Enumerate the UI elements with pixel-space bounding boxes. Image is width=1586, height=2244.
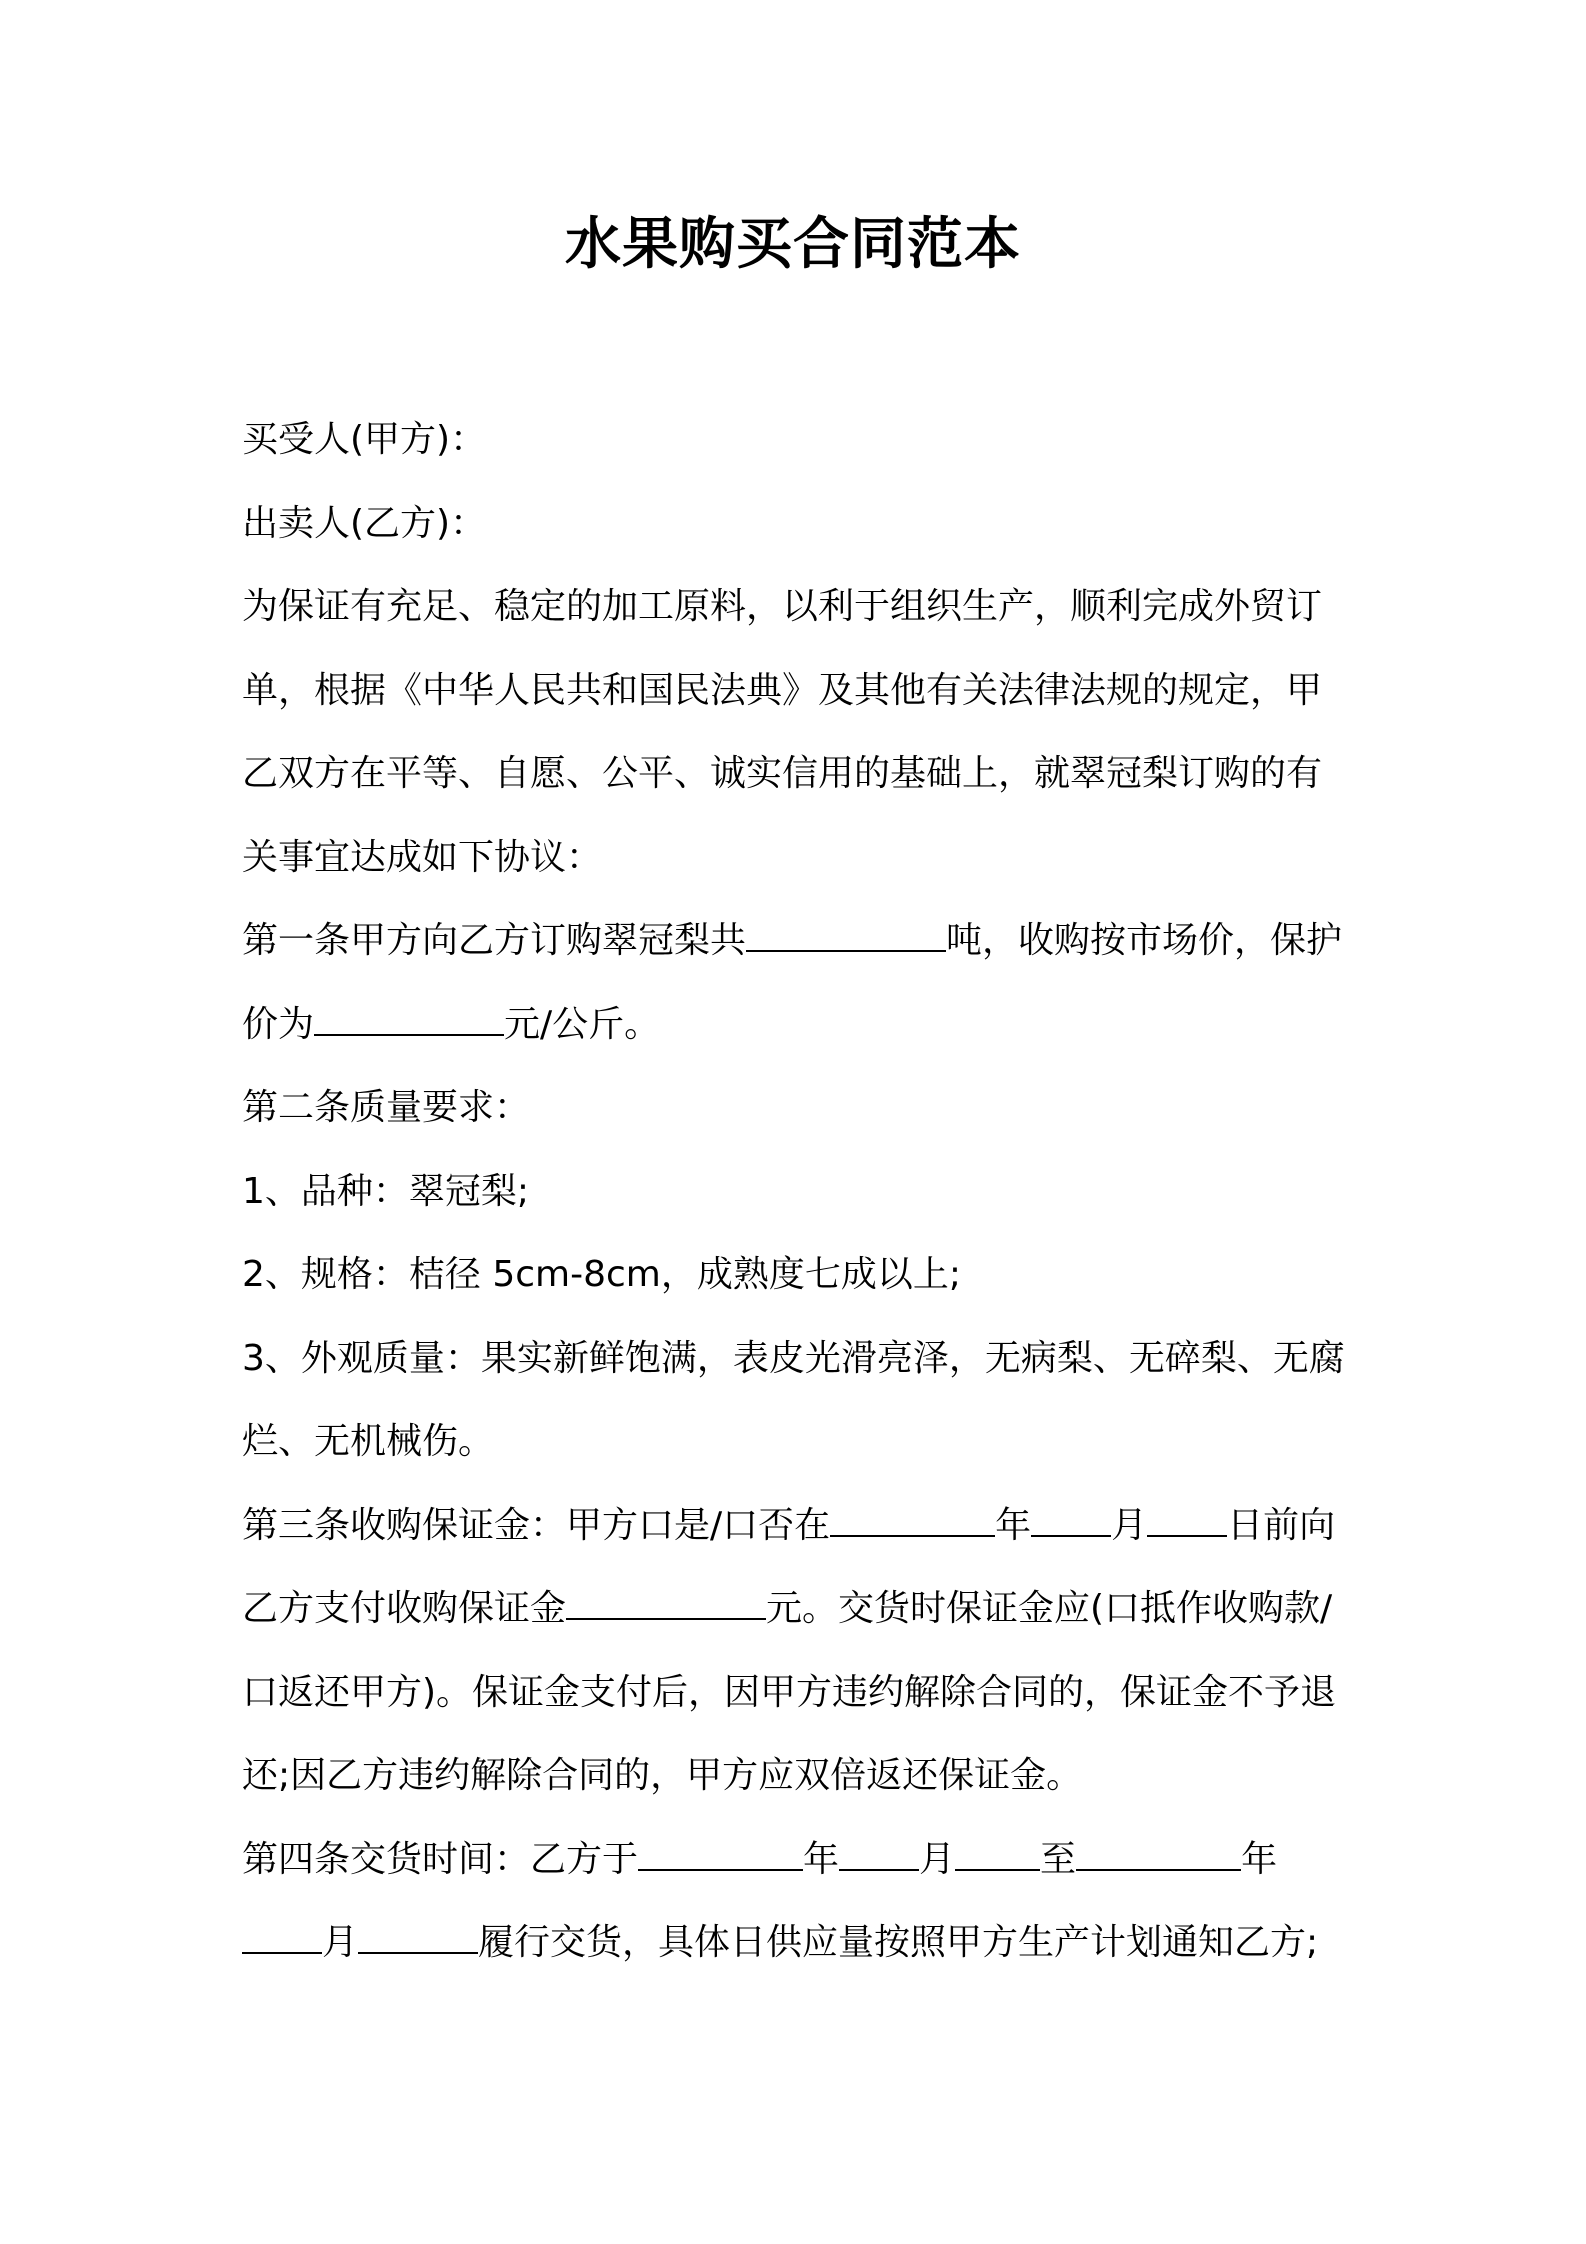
article-4-text-e: 年 <box>1241 1838 1278 1880</box>
article-3-text-e: 元。交货时保证金应(口抵作收购款/口返还甲方)。保证金支付后，因甲方违约解除合同的，保证金不予退还;因乙方违约解除合同的，甲方应双倍返还保证金。 <box>242 1588 1337 1796</box>
article-4-text-b: 年 <box>803 1838 840 1880</box>
item-3: 3、外观质量：果实新鲜饱满，表皮光滑亮泽，无病梨、无碎梨、无腐烂、无机械伤。 <box>242 1337 1345 1462</box>
article-3-text-d: 日前向乙方支付收购保证金 <box>242 1504 1336 1629</box>
article-1-text-b: 吨，收购按市场价，保护价为 <box>242 920 1343 1045</box>
article-4-text-c: 月 <box>919 1838 956 1880</box>
article-4-text-g: 履行交货，具体日供应量按照甲方生产计划通知乙方; <box>478 1922 1319 1963</box>
article-4 <box>242 1818 1357 1985</box>
item-2: 2、规格：桔径 5cm-8cm，成熟度七成以上; <box>242 1254 961 1295</box>
article-2-heading: 第二条质量要求： <box>242 1087 531 1128</box>
article-4-text-d: 至 <box>1040 1838 1077 1880</box>
month-blank <box>1031 1502 1111 1536</box>
day-blank <box>1147 1502 1227 1536</box>
deposit-amount-blank <box>566 1586 766 1620</box>
seller-line: 出卖人(乙方)： <box>242 502 487 544</box>
preamble-paragraph: 为保证有充足、稳定的加工原料，以利于组织生产，顺利完成外贸订单，根据《中华人民共和国民法典》及其他有关法律法规的规定，甲乙双方在平等、自愿、公平、诚实信用的基础上，就翠冠梨订购的有关事宜达成如下协议： <box>242 586 1323 878</box>
buyer-line: 买受人(甲方)： <box>242 419 487 460</box>
document-title: 水果购买合同范本 <box>565 212 1021 277</box>
year-blank <box>830 1502 995 1536</box>
article-3-text-b: 年 <box>995 1504 1032 1546</box>
article-3-text-c: 月 <box>1111 1504 1148 1546</box>
quantity-blank <box>746 918 946 952</box>
article-3 <box>242 1484 1357 1818</box>
article-1-text-c: 元/公斤。 <box>504 1003 661 1045</box>
article-1-text-a: 第一条甲方向乙方订购翠冠梨共 <box>242 920 747 961</box>
article-4-text-a: 第四条交货时间：乙方于 <box>242 1838 639 1880</box>
article-3-text-a: 第三条收购保证金：甲方口是/口否在 <box>242 1504 831 1546</box>
article-1 <box>242 899 1357 1066</box>
article-4-text-f: 月 <box>322 1922 359 1963</box>
item-1: 1、品种：翠冠梨; <box>242 1170 530 1212</box>
document-body <box>242 398 1357 1985</box>
end-month-blank <box>242 1920 322 1954</box>
start-month-blank <box>839 1836 919 1870</box>
start-year-blank <box>638 1836 803 1870</box>
end-year-blank <box>1076 1836 1241 1870</box>
start-day-blank <box>955 1836 1040 1870</box>
end-day-blank <box>358 1920 478 1954</box>
price-blank <box>314 1001 504 1035</box>
